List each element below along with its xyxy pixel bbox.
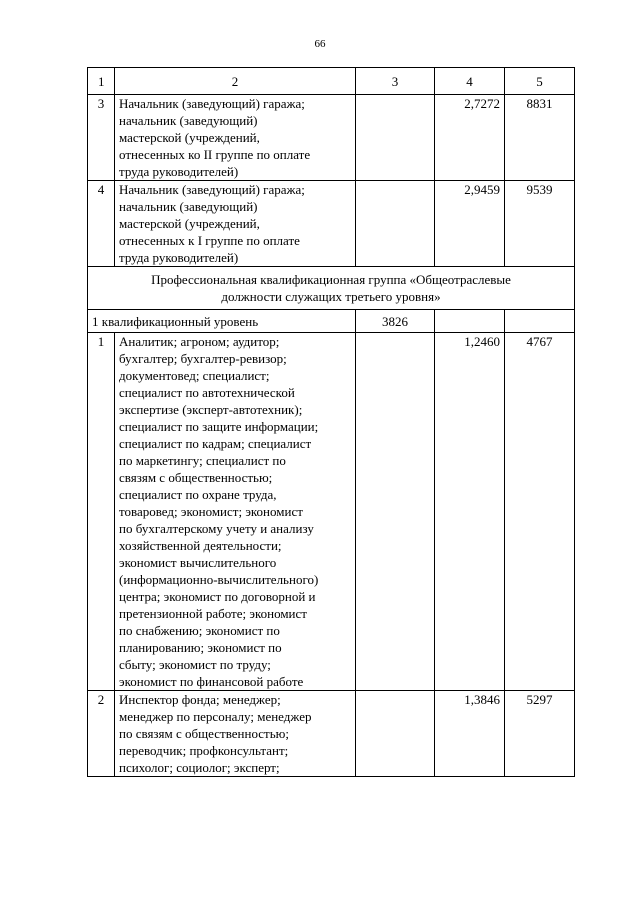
row-number-cell: 2 xyxy=(88,691,115,777)
column-3-cell xyxy=(356,181,435,267)
column-3-cell xyxy=(356,333,435,691)
salary-cell: 4767 xyxy=(505,333,575,691)
row-number-cell: 1 xyxy=(88,333,115,691)
table-header-row xyxy=(88,68,575,95)
description-line: товаровед; экономист; экономист xyxy=(119,504,303,519)
description-line: специалист по защите информации; xyxy=(119,419,319,434)
position-description-cell xyxy=(115,333,356,691)
salary-cell: 5297 xyxy=(505,691,575,777)
description-line: специалист по автотехнической xyxy=(119,385,295,400)
position-description-cell xyxy=(115,181,356,267)
description-line: начальник (заведующий) xyxy=(119,199,258,214)
salary-cell: 9539 xyxy=(505,181,575,267)
description-line: хозяйственной деятельности; xyxy=(119,538,282,553)
description-line: по бухгалтерскому учету и анализу xyxy=(119,521,314,536)
page-number: 66 xyxy=(314,38,326,50)
qualification-group-title xyxy=(88,267,575,310)
header-cell-1: 1 xyxy=(88,68,115,95)
coefficient-cell: 2,9459 xyxy=(435,181,505,267)
header-cell-4: 4 xyxy=(435,68,505,95)
description-line: сбыту; экономист по труду; xyxy=(119,657,271,672)
description-line: по снабжению; экономист по xyxy=(119,623,280,638)
description-line: по связям с общественностью; xyxy=(119,726,289,741)
qualification-level-label: 1 квалификационный уровень xyxy=(88,310,356,333)
table-row xyxy=(88,95,575,181)
description-line: Начальник (заведующий) гаража; xyxy=(119,182,305,197)
empty-cell xyxy=(435,310,505,333)
position-description-cell xyxy=(115,95,356,181)
row-number-cell: 3 xyxy=(88,95,115,181)
description-line: начальник (заведующий) xyxy=(119,113,258,128)
description-line: планированию; экономист по xyxy=(119,640,282,655)
description-line: отнесенных ко II группе по оплате xyxy=(119,147,311,162)
description-line: мастерской (учреждений, xyxy=(119,130,260,145)
coefficient-cell: 2,7272 xyxy=(435,95,505,181)
empty-cell xyxy=(505,310,575,333)
column-3-cell xyxy=(356,95,435,181)
group-title-line: должности служащих третьего уровня» xyxy=(221,289,441,304)
description-line: связям с общественностью; xyxy=(119,470,273,485)
row-number-cell: 4 xyxy=(88,181,115,267)
qualification-level-row xyxy=(88,310,575,333)
table-row xyxy=(88,181,575,267)
table-row xyxy=(88,333,575,691)
description-line: документовед; специалист; xyxy=(119,368,270,383)
description-line: отнесенных к I группе по оплате xyxy=(119,233,300,248)
description-line: переводчик; профконсультант; xyxy=(119,743,289,758)
header-cell-3: 3 xyxy=(356,68,435,95)
description-line: менеджер по персоналу; менеджер xyxy=(119,709,312,724)
header-cell-5: 5 xyxy=(505,68,575,95)
qualification-group-row xyxy=(88,267,575,310)
description-line: труда руководителей) xyxy=(119,250,239,265)
description-line: специалист по кадрам; специалист xyxy=(119,436,312,451)
description-line: бухгалтер; бухгалтер-ревизор; xyxy=(119,351,287,366)
table-row xyxy=(88,691,575,777)
description-line: экспертизе (эксперт-автотехник); xyxy=(119,402,303,417)
column-3-cell xyxy=(356,691,435,777)
description-line: специалист по охране труда, xyxy=(119,487,277,502)
description-line: психолог; социолог; эксперт; xyxy=(119,760,280,775)
position-description-cell xyxy=(115,691,356,777)
description-line: Аналитик; агроном; аудитор; xyxy=(119,334,280,349)
description-line: (информационно-вычислительного) xyxy=(119,572,319,587)
coefficient-cell: 1,2460 xyxy=(435,333,505,691)
description-line: экономист по финансовой работе xyxy=(119,674,304,689)
description-line: Инспектор фонда; менеджер; xyxy=(119,692,281,707)
salary-table xyxy=(87,67,575,777)
description-line: труда руководителей) xyxy=(119,164,239,179)
description-line: Начальник (заведующий) гаража; xyxy=(119,96,305,111)
coefficient-cell: 1,3846 xyxy=(435,691,505,777)
description-line: центра; экономист по договорной и xyxy=(119,589,316,604)
header-cell-2: 2 xyxy=(115,68,356,95)
description-line: по маркетингу; специалист по xyxy=(119,453,286,468)
description-line: экономист вычислительного xyxy=(119,555,277,570)
group-title-line: Профессиональная квалификационная группа «Общеотраслевые xyxy=(151,272,511,287)
description-line: мастерской (учреждений, xyxy=(119,216,260,231)
description-line: претензионной работе; экономист xyxy=(119,606,307,621)
salary-cell: 8831 xyxy=(505,95,575,181)
base-salary-cell: 3826 xyxy=(356,310,435,333)
